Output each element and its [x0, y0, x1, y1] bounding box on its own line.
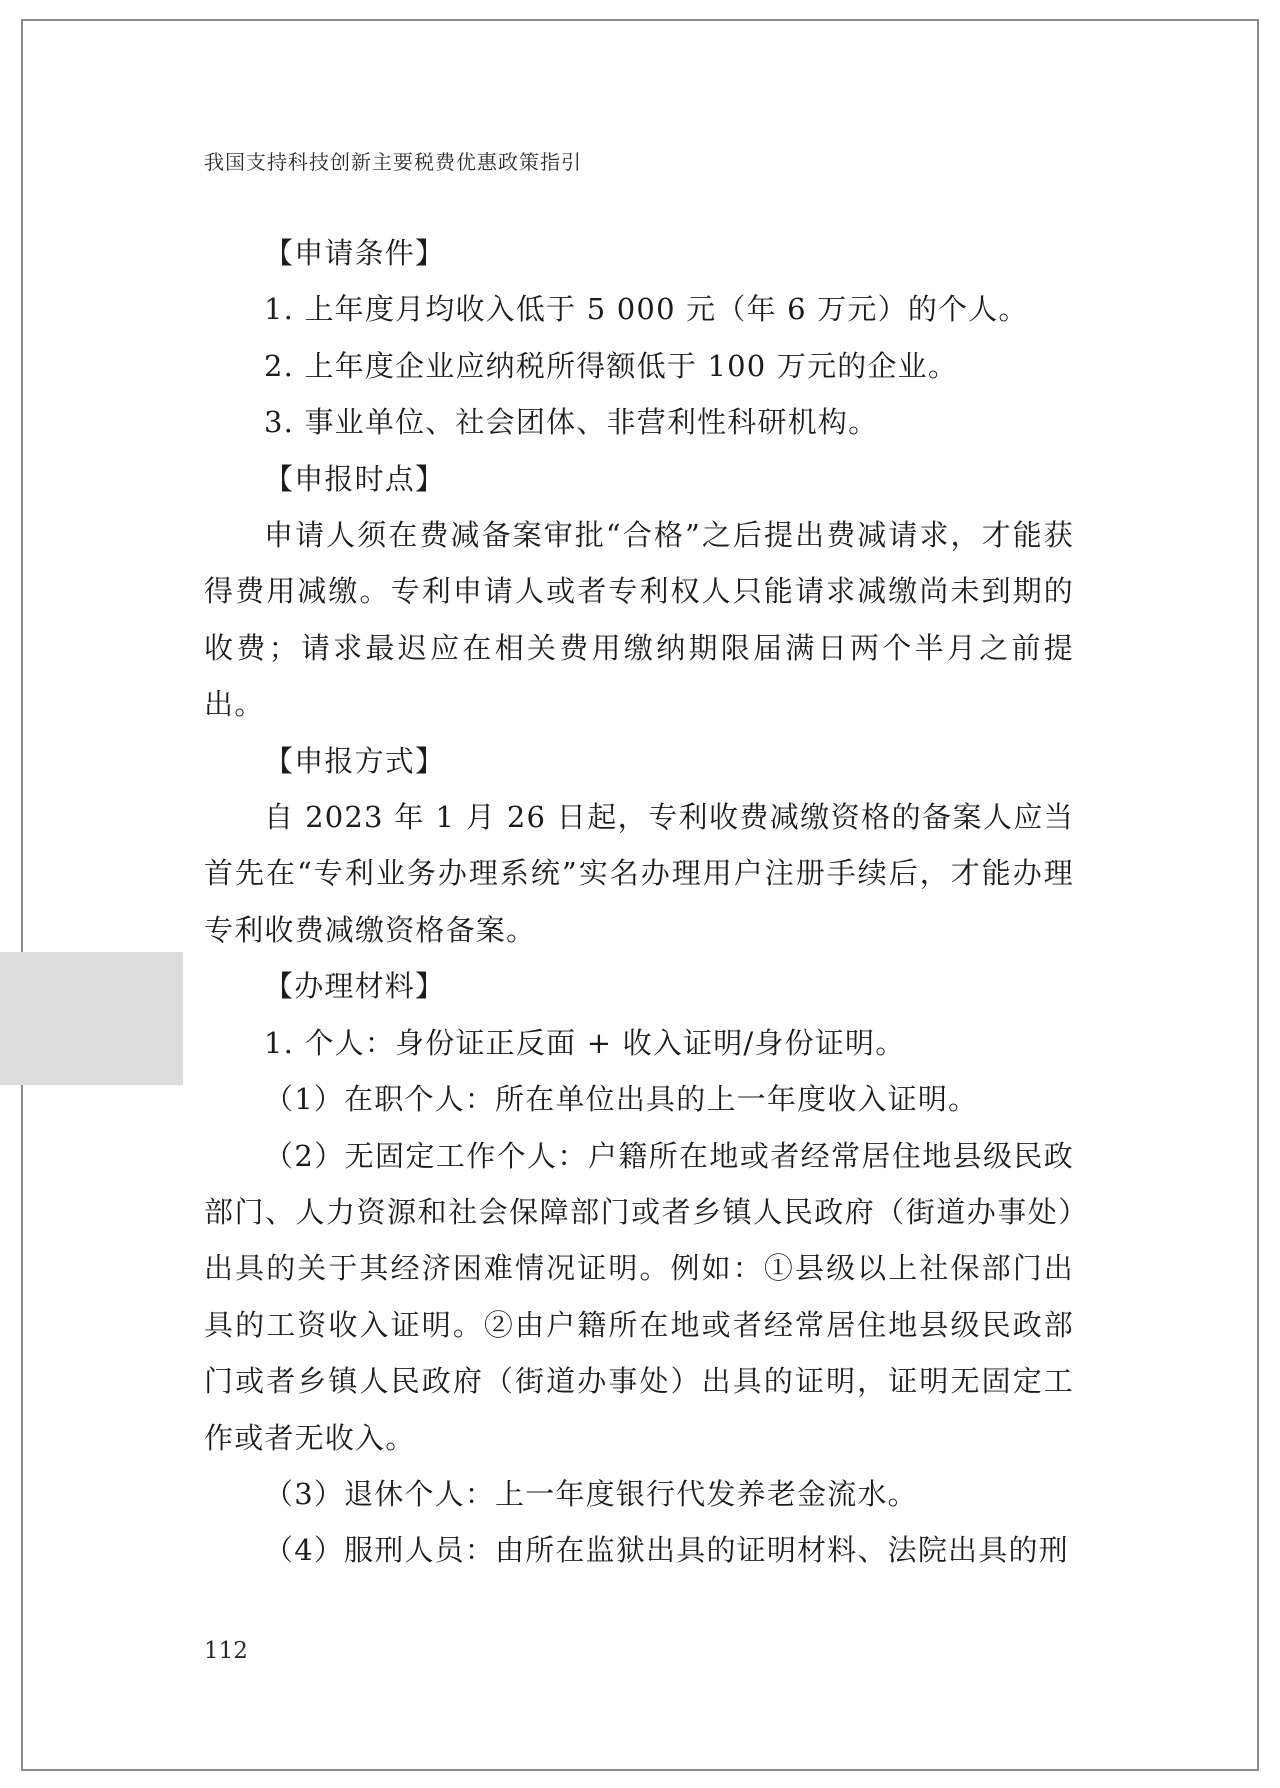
page-number: 112: [204, 1638, 248, 1664]
page-body: [204, 225, 1074, 1579]
section-heading-apply-conditions: 【申请条件】: [264, 236, 446, 270]
running-header: 我国支持科技创新主要税费优惠政策指引: [204, 150, 582, 174]
condition-item-2: 2. 上年度企业应纳税所得额低于 100 万元的企业。: [264, 348, 959, 383]
section-heading-method: 【申报方式】: [264, 743, 446, 778]
timing-paragraph: 申请人须在费减备案审批“合格”之后提出费减请求，才能获得费用减缴。专利申请人或者专利权人只能请求减缴尚未到期的收费；请求最迟应在相关费用缴纳期限届满日两个半月之前提出。: [204, 518, 1074, 722]
condition-item-3: 3. 事业单位、社会团体、非营利性科研机构。: [264, 405, 879, 440]
materials-subitem-3: （3）退休个人：上一年度银行代发养老金流水。: [264, 1476, 918, 1511]
materials-subitem-2: （2）无固定工作个人：户籍所在地或者经常居住地县级民政部门、人力资源和社会保障部门或者乡镇人民政府（街道办事处）出具的关于其经济困难情况证明。例如：①县级以上社保部门出具的工资收入证明。②由户籍所在地或者经常居住地县级民政部门或者乡镇人民政府（街道办事处）出具的证明，证明无固定工作或者无收入。: [204, 1138, 1074, 1455]
materials-item-1: 1. 个人：身份证正反面 + 收入证明/身份证明。: [264, 1025, 906, 1060]
side-thumb-tab: [0, 952, 183, 1085]
materials-subitem-4: （4）服刑人员：由所在监狱出具的证明材料、法院出具的刑: [264, 1533, 1069, 1568]
method-paragraph: 自 2023 年 1 月 26 日起，专利收费减缴资格的备案人应当首先在“专利业务办理系统”实名办理用户注册手续后，才能办理专利收费减缴资格备案。: [204, 800, 1074, 947]
condition-item-1: 1. 上年度月均收入低于 5 000 元（年 6 万元）的个人。: [264, 292, 1029, 327]
section-heading-materials: 【办理材料】: [264, 969, 446, 1004]
section-heading-timing: 【申报时点】: [264, 461, 446, 496]
materials-subitem-1: （1）在职个人：所在单位出具的上一年度收入证明。: [264, 1082, 979, 1117]
